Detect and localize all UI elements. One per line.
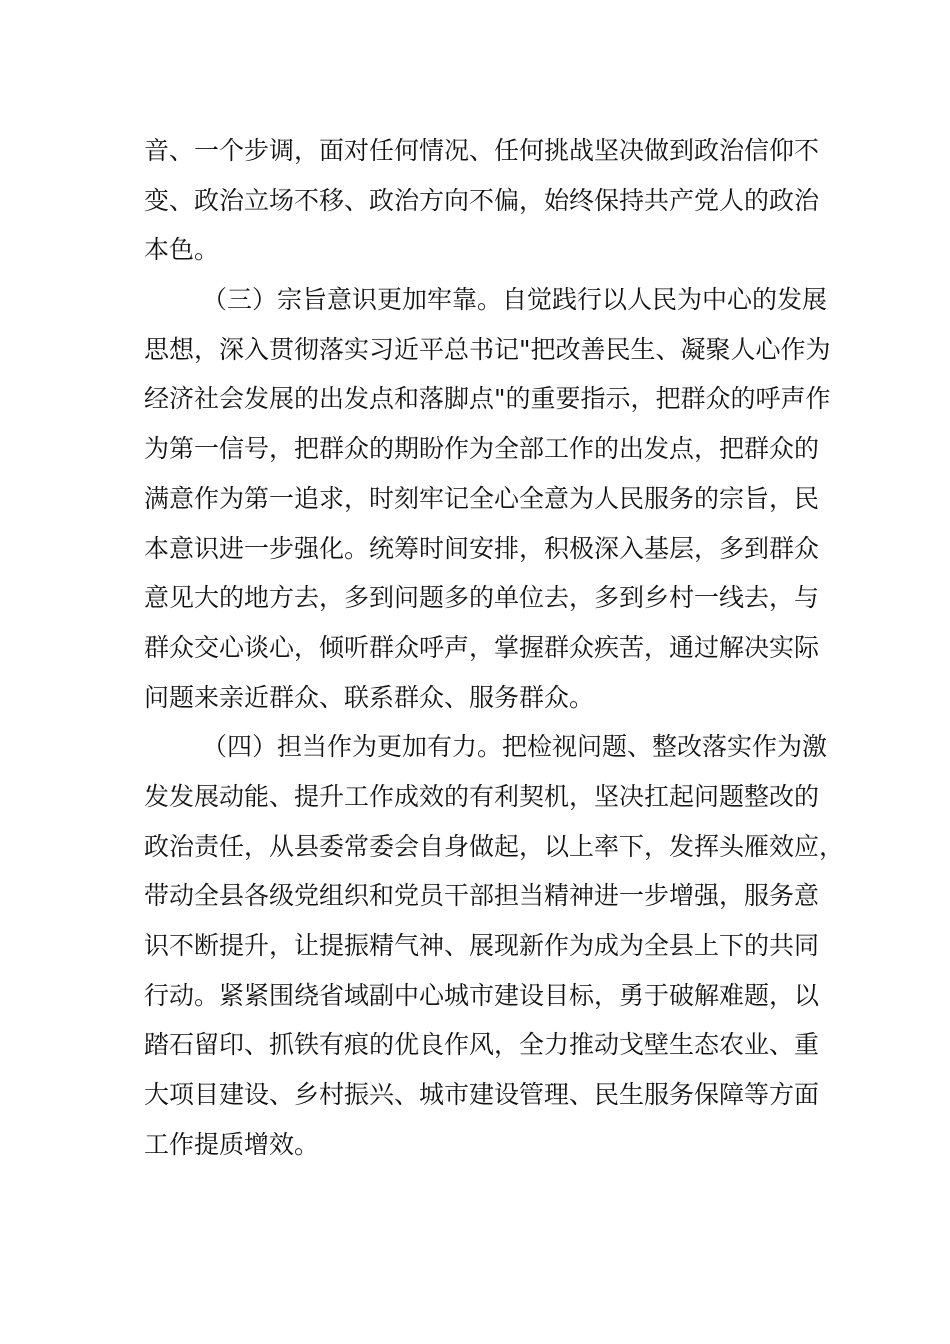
text-line: 工作提质增效。 (144, 1129, 320, 1159)
text-line: 为第一信号，把群众的期盼作为全部工作的出发点，把群众的 (144, 434, 820, 464)
text-line: 识不断提升，让提振精气神、展现新作为成为全县上下的共同 (144, 931, 820, 960)
text-line: 带动全县各级党组织和党员干部担当精神进一步增强，服务意 (144, 881, 820, 911)
section-heading-line: （三）宗旨意识更加牢靠。自觉践行以人民为中心的发展 (202, 285, 828, 315)
text-line: 本意识进一步强化。统筹时间安排，积极深入基层，多到群众 (144, 533, 820, 563)
section-heading-line: （四）担当作为更加有力。把检视问题、整改落实作为激 (202, 732, 828, 762)
text-line: 音、一个步调，面对任何情况、任何挑战坚决做到政治信仰不 (144, 136, 820, 165)
text-line: 群众交心谈心，倾听群众呼声，掌握群众疾苦，通过解决实际 (144, 632, 820, 662)
text-line: 大项目建设、乡村振兴、城市建设管理、民生服务保障等方面 (144, 1080, 820, 1110)
text-line: 踏石留印、抓铁有痕的优良作风，全力推动戈壁生态农业、重 (144, 1030, 820, 1060)
text-line: 政治责任，从县委常委会自身做起，以上率下，发挥头雁效应， (144, 831, 845, 861)
text-line: 经济社会发展的出发点和落脚点"的重要指示，把群众的呼声作 (144, 384, 831, 414)
text-line: 满意作为第一追求，时刻牢记全心全意为人民服务的宗旨，民 (144, 483, 820, 513)
text-line: 行动。紧紧围绕省域副中心城市建设目标，勇于破解难题，以 (144, 980, 820, 1010)
text-line: 变、政治立场不移、政治方向不偏，始终保持共产党人的政治 (144, 185, 820, 215)
text-line: 意见大的地方去，多到问题多的单位去，多到乡村一线去，与 (144, 583, 820, 613)
text-line: 本色。 (144, 235, 220, 265)
text-line: 发发展动能、提升工作成效的有利契机，坚决扛起问题整改的 (144, 781, 820, 811)
text-line: 问题来亲近群众、联系群众、服务群众。 (144, 682, 595, 712)
document-body (144, 126, 845, 1169)
text-line: 思想，深入贯彻落实习近平总书记"把改善民生、凝聚人心作为 (144, 334, 831, 364)
